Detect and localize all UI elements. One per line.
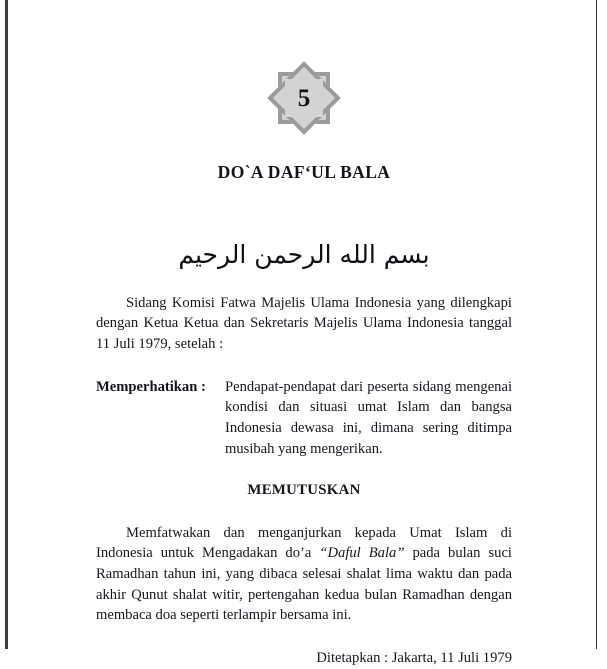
preamble-paragraph: Sidang Komisi Fatwa Majelis Ulama Indonesia yang dilengkapi dengan Ketua Ketua dan Sekretaris Majelis Ulama Indonesia tanggal 11 Juli 1979, setelah : [96, 294, 512, 352]
clause-label: Memperhatikan : [96, 378, 206, 395]
clause-memperhatikan [96, 377, 512, 460]
basmala-arabic-text: بسم الله الرحمن الرحيم [178, 240, 430, 269]
closing-line: Ditetapkan : Jakarta, 11 Juli 1979 [316, 650, 512, 667]
chapter-number: 5 [297, 84, 311, 112]
decision-heading: MEMUTUSKAN [247, 481, 361, 498]
page-right-rule [596, 0, 597, 649]
decision-tail: pada bulan suci Ramadhan tahun ini, yang dibaca selesai shalat lima waktu dan pada akhir Qunut shalat witir, pertengahan kedua bulan Ramadhan dengan membaca doa seperti terlampir bersama ini. [96, 545, 512, 624]
eight-point-star-icon [272, 66, 336, 130]
clause-body: Pendapat-pendapat dari peserta sidang mengenai kondisi dan situasi umat Islam dan bangsa Indonesia dewasa ini, dimana sering ditimpa musibah yang mengerikan. [225, 378, 512, 457]
decision-paragraph [96, 523, 512, 627]
page-content [96, 0, 512, 667]
page-title: DO`A DAF‘UL BALA [217, 162, 391, 182]
decision-lead: Memfatwakan dan menganjurkan kepada Umat Islam di Indonesia untuk Mengadakan do’a [96, 524, 512, 562]
decision-quoted-term: “Daful Bala” [319, 545, 405, 562]
page-left-rule [5, 0, 8, 649]
chapter-badge-container [96, 66, 512, 130]
